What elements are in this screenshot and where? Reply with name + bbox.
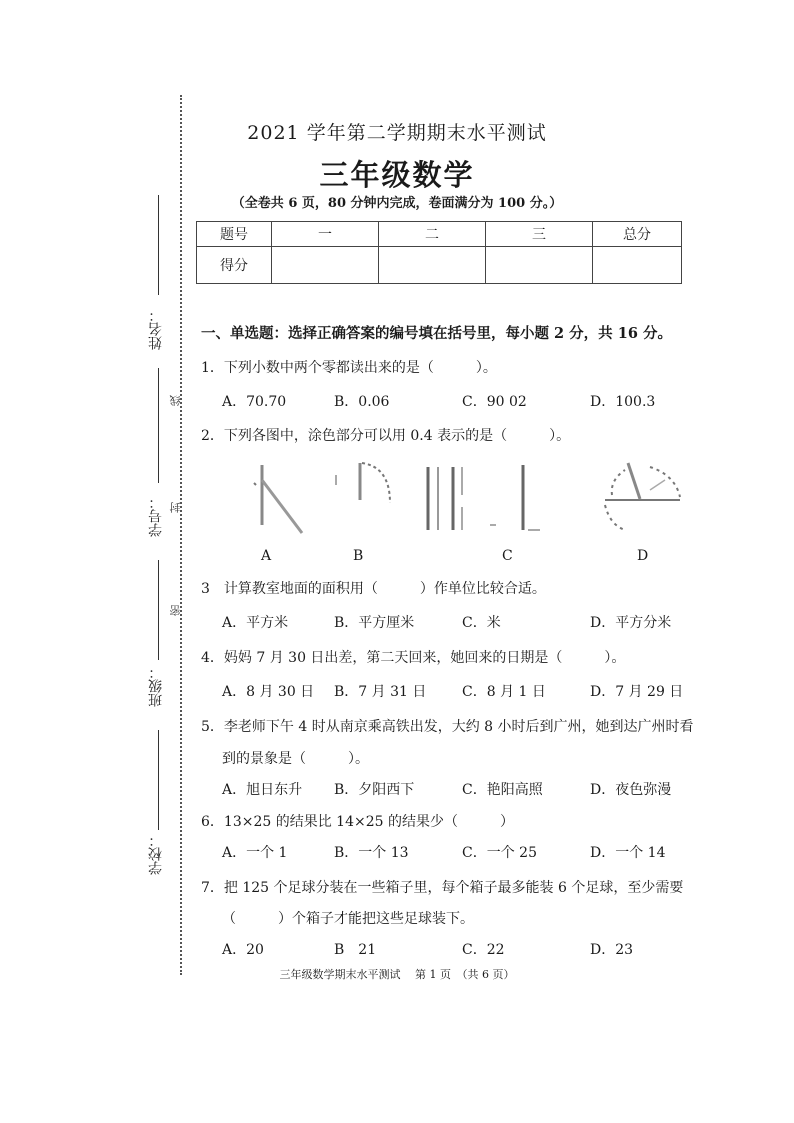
option: C．90 02 (462, 394, 527, 410)
figure-b (336, 463, 390, 503)
student-no-underline (158, 368, 159, 483)
option: D．平方分米 (590, 615, 672, 631)
option: B 21 (334, 942, 377, 958)
option: B．平方厘米 (334, 615, 415, 631)
question-stem: 5．李老师下午 4 时从南京乘高铁出发，大约 8 小时后到广州，她到达广州时看 (201, 719, 694, 735)
figure-d (605, 463, 680, 530)
score-header-cell: 一 (272, 222, 379, 247)
score-cell[interactable] (486, 247, 593, 284)
question-stem: 3 计算教室地面的面积用（ ）作单位比较合适。 (201, 581, 546, 597)
school-label: 学校： (148, 833, 164, 875)
option: D．7 月 29 日 (590, 684, 684, 700)
student-no-label: 学号： (148, 495, 164, 537)
name-label: 姓名： (148, 308, 164, 350)
option: A．平方米 (222, 615, 289, 631)
option: A．8 月 30 日 (222, 684, 315, 700)
option: D．23 (590, 942, 634, 958)
exam-instructions: （全卷共 6 页，80 分钟内完成，卷面满分为 100 分。） (231, 196, 563, 211)
score-cell[interactable] (272, 247, 379, 284)
subject-title: 三年级数学 (319, 158, 475, 192)
option: A．旭日东升 (222, 782, 303, 798)
score-header-cell: 二 (379, 222, 486, 247)
option: C．艳阳高照 (462, 782, 543, 798)
figure-c (428, 465, 540, 530)
score-table (196, 221, 682, 284)
score-header-cell: 总分 (593, 222, 682, 247)
figure-label: C (502, 548, 513, 564)
option: C．22 (462, 942, 505, 958)
seal-line-char: 线 (169, 395, 182, 406)
option: A．一个 1 (222, 845, 288, 861)
option: B．7 月 31 日 (334, 684, 427, 700)
figure-label: B (353, 548, 364, 564)
option: D．夜色弥漫 (590, 782, 672, 798)
figure-options (240, 455, 700, 545)
cut-line (180, 95, 182, 975)
class-label: 班级： (148, 665, 164, 707)
score-cell[interactable] (379, 247, 486, 284)
score-header-cell: 三 (486, 222, 593, 247)
figure-a (254, 465, 302, 533)
question-stem-continued: （ ）个箱子才能把这些足球装下。 (222, 911, 474, 927)
seal-dense-char: 密 (169, 605, 182, 616)
figure-label: A (261, 548, 272, 564)
question-stem: 2．下列各图中，涂色部分可以用 0.4 表示的是（ ）。 (201, 428, 571, 444)
figure-label: D (637, 548, 649, 564)
option: D．100.3 (590, 394, 656, 410)
option: C．一个 25 (462, 845, 537, 861)
option: B．一个 13 (334, 845, 409, 861)
score-row-label: 得分 (197, 247, 272, 284)
question-stem-continued: 到的景象是（ ）。 (222, 751, 369, 767)
question-stem: 7．把 125 个足球分装在一些箱子里，每个箱子最多能装 6 个足球，至少需要 (201, 880, 684, 896)
question-stem: 1．下列小数中两个零都读出来的是（ ）。 (201, 360, 497, 376)
question-stem: 4．妈妈 7 月 30 日出差，第二天回来，她回来的日期是（ ）。 (201, 650, 626, 666)
option: C．8 月 1 日 (462, 684, 546, 700)
section-title: 一、单选题：选择正确答案的编号填在括号里，每小题 2 分，共 16 分。 (201, 325, 672, 342)
school-underline (158, 730, 159, 830)
class-underline (158, 560, 159, 660)
option: D．一个 14 (590, 845, 666, 861)
option: A．70.70 (222, 394, 287, 410)
option: B．夕阳西下 (334, 782, 415, 798)
score-cell[interactable] (593, 247, 682, 284)
option: C．米 (462, 615, 501, 631)
exam-title: 2021 学年第二学期期末水平测试 (247, 122, 547, 144)
score-header-cell: 题号 (197, 222, 272, 247)
seal-seal-char: 封 (169, 502, 182, 513)
option: B．0.06 (334, 394, 390, 410)
page-footer: 三年级数学期末水平测试 第 1 页 （共 6 页） (279, 968, 515, 981)
question-stem: 6．13×25 的结果比 14×25 的结果少（ ） (201, 814, 514, 830)
option: A．20 (222, 942, 264, 958)
